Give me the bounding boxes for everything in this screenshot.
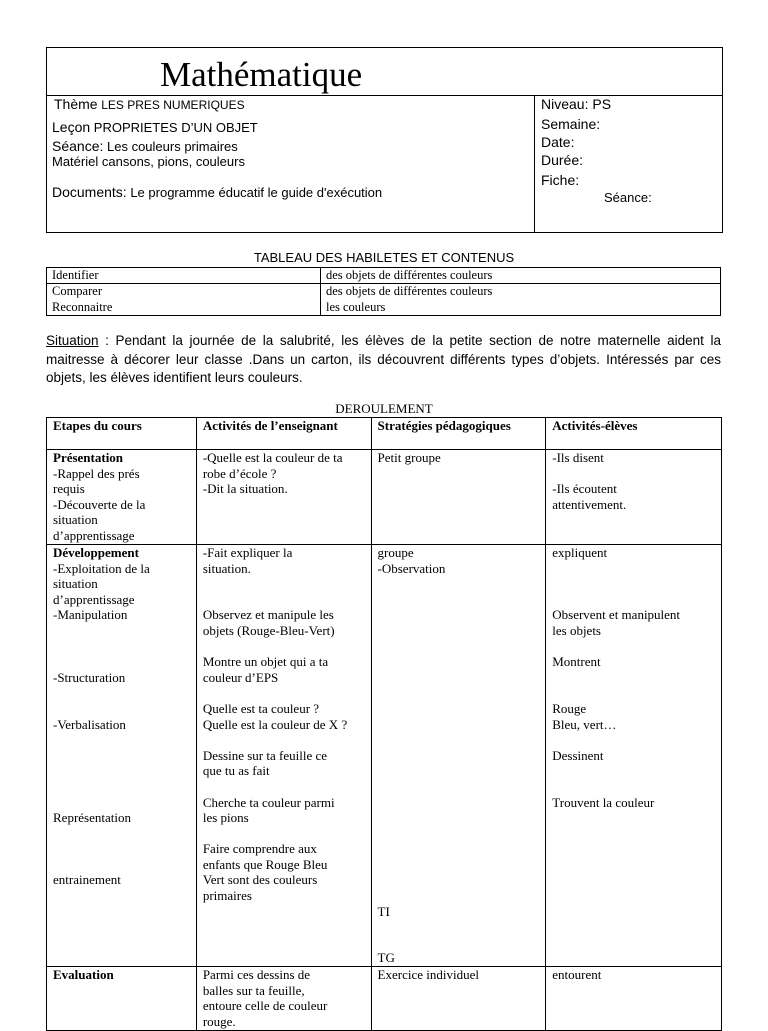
skills-table-caption: TABLEAU DES HABILETES ET CONTENUS xyxy=(253,250,515,265)
etape-text: -Exploitation de la situation d’apprentissage -Manipulation -Structuration -Verbalisation Représentation entrainement xyxy=(53,560,150,888)
lecon-line xyxy=(52,119,258,136)
student-activity-cell: expliquent Observent et manipulent les objets Montrent Rouge Bleu, vert… Dessinent Trouvent la couleur xyxy=(546,545,722,967)
table-row xyxy=(47,268,721,284)
stage-title: Présentation xyxy=(53,450,124,465)
theme-value: LES PRES NUMERIQUES xyxy=(101,98,245,112)
student-activity-cell: -Ils disent -Ils écoutent attentivement. xyxy=(546,450,722,545)
materiel-label: Matériel xyxy=(52,154,99,169)
strategy-cell: Petit groupe xyxy=(371,450,546,545)
documents-value: Le programme éducatif le guide d'exécution xyxy=(130,185,383,200)
seance-right-field: Séance: xyxy=(604,190,652,205)
skill-cell: Comparer xyxy=(47,284,321,301)
table-header-row xyxy=(47,418,722,450)
seance-line xyxy=(52,138,238,155)
semaine-field: Semaine: xyxy=(541,116,601,132)
table-row xyxy=(47,545,722,967)
theme-label: Thème xyxy=(54,96,98,112)
teacher-activity-cell: Parmi ces dessins de balles sur ta feuille, entoure celle de couleur rouge. xyxy=(196,967,371,1031)
skills-table xyxy=(46,267,721,316)
duree-field: Durée: xyxy=(541,152,584,168)
etape-cell xyxy=(47,545,197,967)
column-header: Activités-élèves xyxy=(546,418,722,450)
situation-paragraph xyxy=(46,332,721,388)
table-row xyxy=(47,284,721,301)
seance-label: Séance: xyxy=(52,138,104,154)
page-title: Mathématique xyxy=(160,55,363,94)
documents-line xyxy=(52,184,382,201)
skill-cell: Reconnaitre xyxy=(47,300,321,316)
column-header: Etapes du cours xyxy=(47,418,197,450)
seance-value: Les couleurs primaires xyxy=(107,139,238,154)
deroulement-table xyxy=(46,417,722,1031)
documents-label: Documents: xyxy=(52,184,127,200)
deroulement-caption: DEROULEMENT xyxy=(335,401,433,416)
materiel-value: cansons, pions, couleurs xyxy=(101,154,245,169)
lecon-label: Leçon xyxy=(52,119,91,135)
content-cell: des objets de différentes couleurs xyxy=(321,268,721,284)
table-row xyxy=(47,450,722,545)
strategy-cell: groupe -Observation TI TG xyxy=(371,545,546,967)
theme-line xyxy=(54,96,245,113)
etape-cell xyxy=(47,450,197,545)
strategy-cell: Exercice individuel xyxy=(371,967,546,1031)
etape-cell xyxy=(47,967,197,1031)
table-row xyxy=(47,967,722,1031)
stage-title: Développement xyxy=(53,545,139,560)
content-cell: les couleurs xyxy=(321,300,721,316)
content-cell: des objets de différentes couleurs xyxy=(321,284,721,301)
skill-cell: Identifier xyxy=(47,268,321,284)
materiel-line xyxy=(52,154,245,170)
column-header: Stratégies pédagogiques xyxy=(371,418,546,450)
lecon-value: PROPRIETES D’UN OBJET xyxy=(93,120,258,135)
niveau-field: Niveau: PS xyxy=(541,96,612,112)
column-header: Activités de l’enseignant xyxy=(196,418,371,450)
header-column-divider xyxy=(534,95,535,233)
stage-title: Evaluation xyxy=(53,967,114,983)
student-activity-cell: entourent xyxy=(546,967,722,1031)
date-field: Date: xyxy=(541,134,575,150)
situation-text: : Pendant la journée de la salubrité, les élèves de la petite section de notre maternelle aident la maitresse à décorer leur classe .Dans un carton, ils découvrent différents types d’objets. Intéressés par ces objets, les élèves identifient leurs couleurs. xyxy=(46,333,721,385)
table-row xyxy=(47,300,721,316)
situation-label: Situation xyxy=(46,333,99,348)
etape-text: -Rappel des prés requis -Découverte de la situation d’apprentissage xyxy=(53,465,146,543)
teacher-activity-cell: -Fait expliquer la situation. Observez et manipule les objets (Rouge-Bleu-Vert) Montre un objet qui a ta couleur d’EPS Quelle est ta couleur ? Quelle est la couleur de X ? Dessine sur ta feuille ce que tu as fait Cherche ta couleur parmi les pions Faire comprendre aux enfants que Rouge Bleu Vert sont des couleurs primaires xyxy=(196,545,371,967)
fiche-field: Fiche: xyxy=(541,172,580,188)
teacher-activity-cell: -Quelle est la couleur de ta robe d’école ? -Dit la situation. xyxy=(196,450,371,545)
